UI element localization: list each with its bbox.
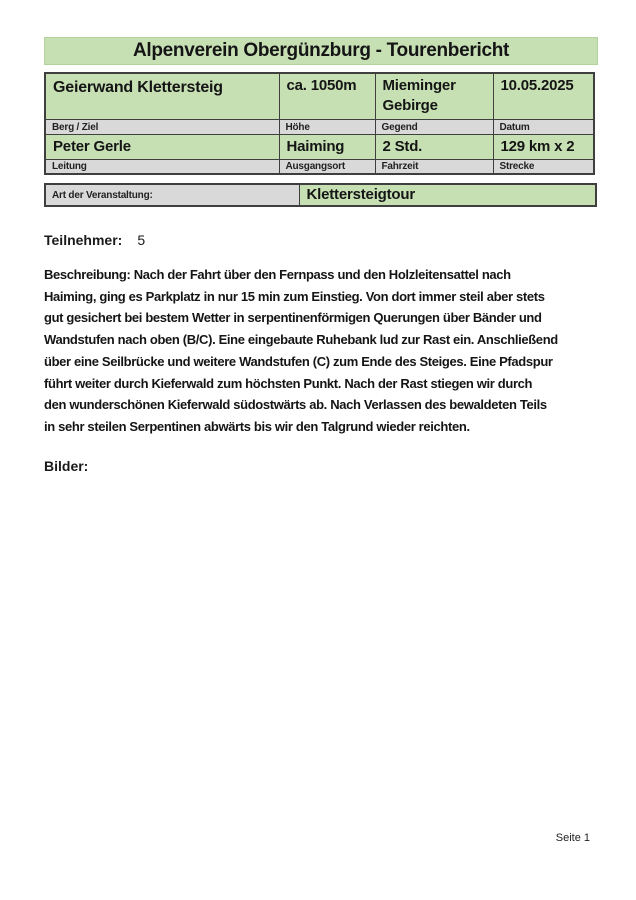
- description-line: den wunderschönen Kieferwald südostwärts ab. Nach Verlassen des bewaldeten Teils: [44, 397, 547, 413]
- description-line: führt weiter durch Kieferwald zum höchsten Punkt. Nach der Rast stiegen wir durch: [44, 375, 533, 391]
- field-fahrzeit-label: Fahrzeit: [375, 160, 493, 175]
- description-line: Beschreibung: Nach der Fahrt über den Fernpass und den Holzleitensattel nach: [44, 267, 511, 282]
- field-hoehe-value: ca. 1050m: [279, 73, 375, 120]
- field-strecke-value: 129 km x 2: [493, 135, 594, 160]
- table-row: [45, 135, 594, 160]
- description-line: Haiming, ging es Parkplatz in nur 15 min zum Einstieg. Von dort immer steil aber stets: [44, 288, 545, 304]
- page-title: Alpenverein Obergünzburg - Tourenbericht: [44, 37, 598, 65]
- participants-value: 5: [137, 232, 146, 248]
- field-leitung-label: Leitung: [45, 160, 279, 175]
- table-row: [45, 184, 596, 206]
- participants-label: Teilnehmer:: [44, 232, 123, 248]
- event-type-value: Klettersteigtour: [299, 184, 596, 206]
- field-gegend-label: Gegend: [375, 120, 493, 135]
- tour-info-table: [44, 72, 595, 175]
- field-ausgangsort-label: Ausgangsort: [279, 160, 375, 175]
- description-line: Wandstufen nach oben (B/C). Eine eingebaute Ruhebank lud zur Rast ein. Anschließend: [44, 332, 558, 348]
- field-leitung-value: Peter Gerle: [45, 135, 279, 160]
- field-berg-ziel-label: Berg / Ziel: [45, 120, 279, 135]
- field-berg-ziel-value: Geierwand Klettersteig: [45, 73, 279, 120]
- field-ausgangsort-value: Haiming: [279, 135, 375, 160]
- description-paragraph: [44, 264, 616, 438]
- table-row: [45, 73, 594, 120]
- field-datum-value: 10.05.2025: [493, 73, 594, 120]
- description-line: über eine Seilbrücke und weitere Wandstufen (C) zum Ende des Steiges. Eine Pfadspur: [44, 353, 553, 369]
- page-number: Seite 1: [555, 832, 590, 844]
- event-type-table: [44, 183, 597, 207]
- event-type-label: Art der Veranstaltung:: [45, 184, 299, 206]
- images-section-heading: Bilder:: [44, 458, 89, 474]
- field-datum-label: Datum: [493, 120, 594, 135]
- description-line: in sehr steilen Serpentinen abwärts bis wir den Talgrund wieder reichten.: [44, 418, 470, 434]
- table-row: [45, 160, 594, 175]
- field-gegend-value: Mieminger Gebirge: [375, 73, 493, 120]
- description-line: gut gesichert bei bestem Wetter in serpentinenförmigen Querungen über Bänder und: [44, 310, 542, 326]
- field-fahrzeit-value: 2 Std.: [375, 135, 493, 160]
- field-hoehe-label: Höhe: [279, 120, 375, 135]
- participants-line: [44, 230, 145, 250]
- field-strecke-label: Strecke: [493, 160, 594, 175]
- table-row: [45, 120, 594, 135]
